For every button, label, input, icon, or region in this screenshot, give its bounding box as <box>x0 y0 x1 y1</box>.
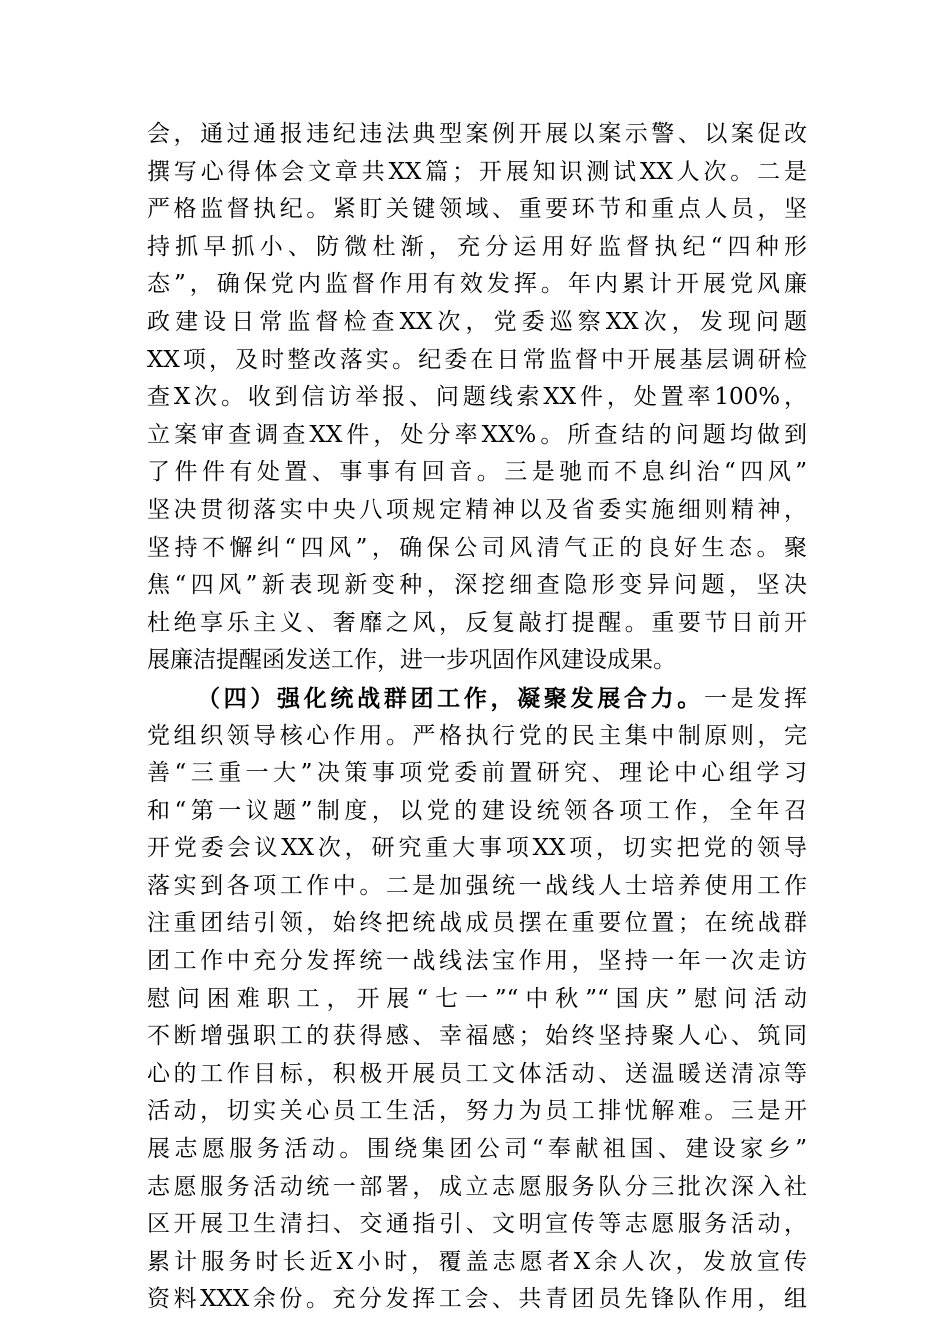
text-line: 撰写心得体会文章共XX篇；开展知识测试XX人次。二是 <box>147 158 807 185</box>
text-line: 落实到各项工作中。二是加强统一战线人士培养使用工作 <box>147 872 807 899</box>
text-line: 杜绝享乐主义、奢靡之风，反复敲打提醒。重要节日前开 <box>147 609 807 636</box>
text-line: 和“第一议题”制度，以党的建设统领各项工作，全年召 <box>147 797 807 824</box>
body-text <box>147 116 807 1319</box>
text-line: 不断增强职工的获得感、幸福感；始终坚持聚人心、筑同 <box>147 1023 807 1050</box>
text-line: 展廉洁提醒函发送工作，进一步巩固作风建设成果。 <box>147 647 676 674</box>
text-line: 态”，确保党内监督作用有效发挥。年内累计开展党风廉 <box>147 271 807 298</box>
text-line: 坚决贯彻落实中央八项规定精神以及省委实施细则精神， <box>147 496 807 523</box>
text-line: 焦“四风”新表现新变种，深挖细查隐形变异问题，坚决 <box>147 572 807 599</box>
text-line: 严格监督执纪。紧盯关键领域、重要环节和重点人员，坚 <box>147 196 807 223</box>
text-line: XX项，及时整改落实。纪委在日常监督中开展基层调研检 <box>147 346 807 373</box>
text-line: 注重团结引领，始终把统战成员摆在重要位置；在统战群 <box>147 910 807 937</box>
text-line: 查X次。收到信访举报、问题线索XX件，处置率100%， <box>147 384 807 411</box>
text-line: 资料XXX余份。充分发挥工会、共青团员先锋队作用，组 <box>147 1286 807 1313</box>
text-line: 志愿服务活动统一部署，成立志愿服务队分三批次深入社 <box>147 1173 807 1200</box>
text-line: 了件件有处置、事事有回音。三是驰而不息纠治“四风” <box>147 459 807 486</box>
text-line: 区开展卫生清扫、交通指引、文明宣传等志愿服务活动， <box>147 1211 807 1238</box>
text-line: 团工作中充分发挥统一战线法宝作用，坚持一年一次走访 <box>147 948 807 975</box>
text-line: 会，通过通报违纪违法典型案例开展以案示警、以案促改 <box>147 121 807 147</box>
text-line: 党组织领导核心作用。严格执行党的民主集中制原则，完 <box>147 722 807 749</box>
text-line: 心的工作目标，积极开展员工文体活动、送温暖送清凉等 <box>147 1060 807 1087</box>
text-line: 累计服务时长近X小时，覆盖志愿者X余人次，发放宣传 <box>147 1248 807 1275</box>
text-line: 立案审查调查XX件，处分率XX%。所查结的问题均做到 <box>147 421 807 448</box>
text-line: 活动，切实关心员工生活，努力为员工排忧解难。三是开 <box>147 1098 807 1125</box>
section-heading: （四）强化统战群团工作，凝聚发展合力。 <box>197 684 704 712</box>
text-line: 开党委会议XX次，研究重大事项XX项，切实把党的领导 <box>147 835 807 862</box>
text-line: 政建设日常监督检查XX次，党委巡察XX次，发现问题 <box>147 308 807 335</box>
section-heading-continuation: 一是发挥 <box>703 685 808 712</box>
text-line: 慰问困难职工，开展“七一”“中秋”“国庆”慰问活动 <box>147 985 807 1012</box>
text-line: 持抓早抓小、防微杜渐，充分运用好监督执纪“四种形 <box>147 233 807 260</box>
text-line: 展志愿服务活动。围绕集团公司“奉献祖国、建设家乡” <box>147 1136 807 1163</box>
text-line: 善“三重一大”决策事项党委前置研究、理论中心组学习 <box>147 760 807 787</box>
section-heading-line <box>147 680 807 718</box>
text-line: 坚持不懈纠“四风”，确保公司风清气正的良好生态。聚 <box>147 534 807 561</box>
